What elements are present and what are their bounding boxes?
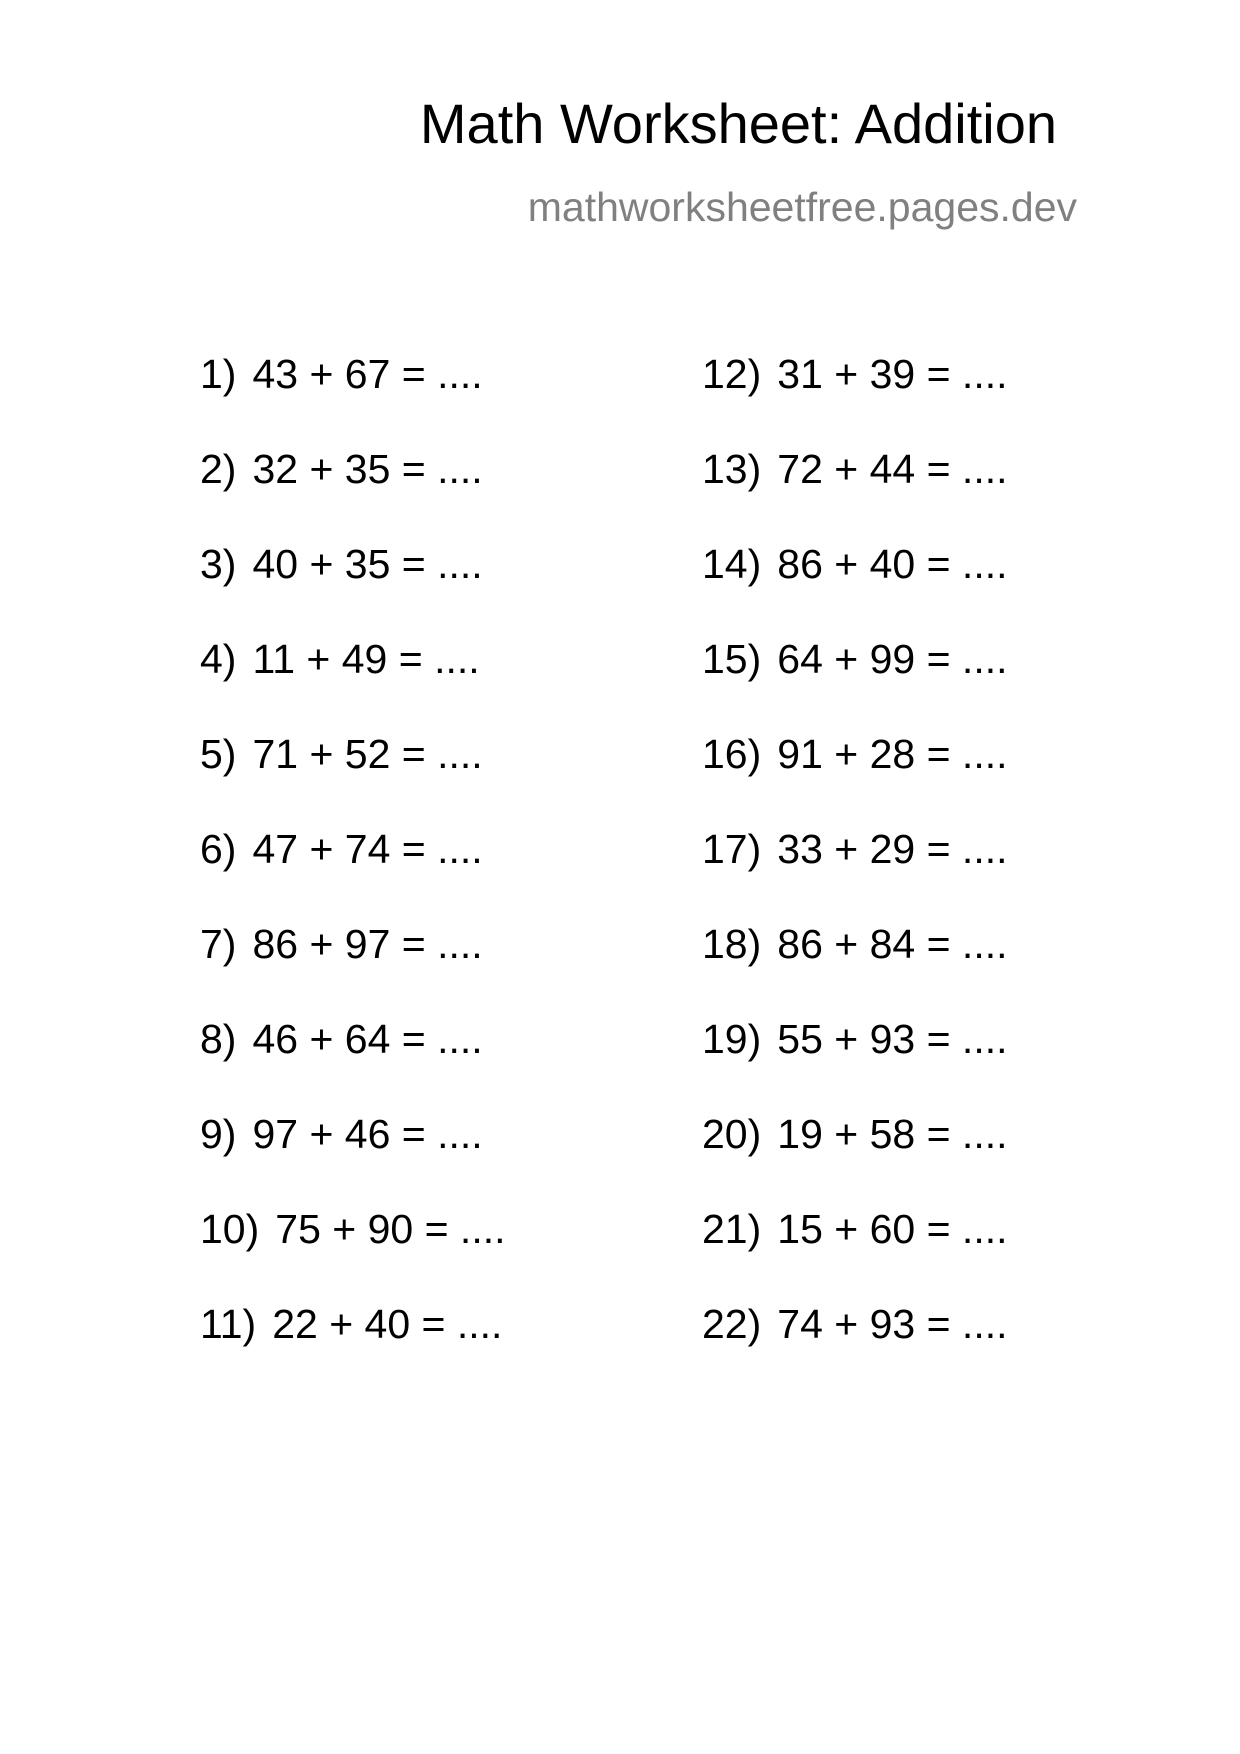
problem-expression: 15 + 60 = .... xyxy=(777,1206,1008,1252)
problem-number: 3) xyxy=(200,541,237,587)
problem-number: 12) xyxy=(702,351,762,397)
website-url: mathworksheetfree.pages.dev xyxy=(527,184,1077,230)
problem-expression: 47 + 74 = .... xyxy=(252,826,483,872)
problem-number: 16) xyxy=(702,731,762,777)
problem-item xyxy=(702,351,1008,449)
problem-number: 11) xyxy=(200,1301,257,1347)
problem-item xyxy=(702,1301,1008,1399)
problem-item xyxy=(702,1016,1008,1114)
problem-number: 19) xyxy=(702,1016,762,1062)
problem-item xyxy=(200,636,506,734)
problem-item xyxy=(200,1016,506,1114)
problem-number: 14) xyxy=(702,541,762,587)
problem-number: 4) xyxy=(200,636,237,682)
problem-expression: 43 + 67 = .... xyxy=(252,351,483,397)
problem-number: 20) xyxy=(702,1111,762,1157)
problem-column-right xyxy=(702,351,1008,1399)
problem-item xyxy=(702,1111,1008,1209)
worksheet-title: Math Worksheet: Addition xyxy=(419,92,1057,155)
problem-expression: 72 + 44 = .... xyxy=(777,446,1008,492)
problem-expression: 33 + 29 = .... xyxy=(777,826,1008,872)
problem-expression: 86 + 97 = .... xyxy=(252,921,483,967)
problem-item xyxy=(702,921,1008,1019)
problem-number: 21) xyxy=(702,1206,762,1252)
problem-item xyxy=(702,636,1008,734)
problem-number: 2) xyxy=(200,446,237,492)
problem-item xyxy=(200,921,506,1019)
problem-expression: 55 + 93 = .... xyxy=(777,1016,1008,1062)
problem-expression: 86 + 40 = .... xyxy=(777,541,1008,587)
problem-item xyxy=(200,1206,506,1304)
problem-number: 10) xyxy=(200,1206,260,1252)
problem-number: 9) xyxy=(200,1111,237,1157)
problem-number: 7) xyxy=(200,921,237,967)
problem-number: 15) xyxy=(702,636,762,682)
problem-item xyxy=(200,541,506,639)
problem-column-left xyxy=(200,351,506,1399)
problem-item xyxy=(200,351,506,449)
problem-number: 5) xyxy=(200,731,237,777)
problem-number: 22) xyxy=(702,1301,762,1347)
problem-expression: 86 + 84 = .... xyxy=(777,921,1008,967)
problem-number: 6) xyxy=(200,826,237,872)
problem-expression: 97 + 46 = .... xyxy=(252,1111,483,1157)
problem-expression: 74 + 93 = .... xyxy=(777,1301,1008,1347)
problem-item xyxy=(702,731,1008,829)
problem-item xyxy=(200,731,506,829)
problem-item xyxy=(702,541,1008,639)
problem-item xyxy=(200,446,506,544)
problem-item xyxy=(702,826,1008,924)
problem-expression: 71 + 52 = .... xyxy=(252,731,483,777)
problem-expression: 19 + 58 = .... xyxy=(777,1111,1008,1157)
problem-expression: 32 + 35 = .... xyxy=(252,446,483,492)
problem-item xyxy=(702,1206,1008,1304)
problem-number: 17) xyxy=(702,826,762,872)
problem-expression: 46 + 64 = .... xyxy=(252,1016,483,1062)
problem-number: 8) xyxy=(200,1016,237,1062)
problem-expression: 75 + 90 = .... xyxy=(275,1206,506,1252)
problem-item xyxy=(702,446,1008,544)
problem-expression: 91 + 28 = .... xyxy=(777,731,1008,777)
problem-number: 13) xyxy=(702,446,762,492)
problem-number: 1) xyxy=(200,351,237,397)
problem-expression: 22 + 40 = .... xyxy=(272,1301,503,1347)
problem-expression: 40 + 35 = .... xyxy=(252,541,483,587)
problem-expression: 31 + 39 = .... xyxy=(777,351,1008,397)
problem-expression: 11 + 49 = .... xyxy=(252,636,480,682)
problem-item xyxy=(200,826,506,924)
problem-item xyxy=(200,1301,506,1399)
problem-item xyxy=(200,1111,506,1209)
problem-number: 18) xyxy=(702,921,762,967)
problem-expression: 64 + 99 = .... xyxy=(777,636,1008,682)
